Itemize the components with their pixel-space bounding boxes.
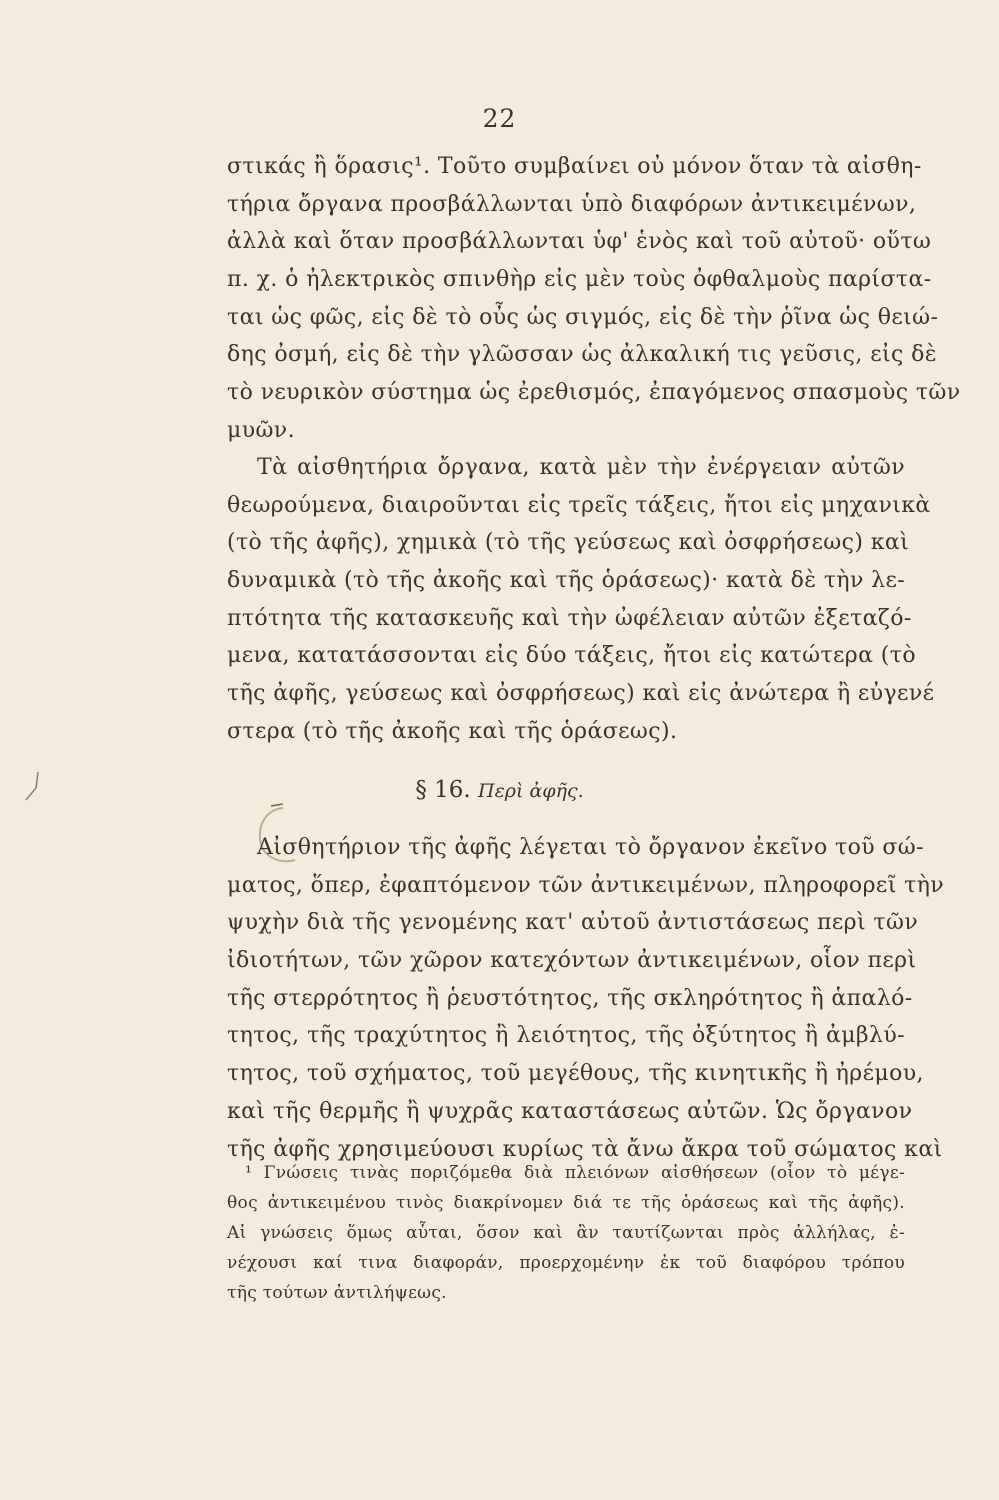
text-line: στερα (τὸ τῆς ἀκοῆς καὶ τῆς ὁράσεως). [227,718,678,744]
text-line: τῆς ἀφῆς, γεύσεως καὶ ὀσφρήσεως) καὶ εἰς ἀνώτερα ἢ εὐγενέ [227,681,935,707]
text-line: ἀλλὰ καὶ ὅταν προσβάλλωνται ὑφ' ἑνὸς καὶ τοῦ αὐτοῦ· οὕτω [227,229,932,255]
text-line: Τὰ αἰσθητήρια ὄργανα, κατὰ μὲν τὴν ἐνέργειαν αὐτῶν [257,455,905,480]
text-line: πτότητα τῆς κατασκευῆς καὶ τὴν ὠφέλειαν αὐτῶν ἐξεταζό- [227,605,912,631]
text-line: τῆς ἀφῆς χρησιμεύουσι κυρίως τὰ ἄνω ἄκρα τοῦ σώματος καὶ [227,1136,943,1162]
text-line: δης ὀσμή, εἰς δὲ τὴν γλῶσσαν ὡς ἀλκαλική τις γεῦσις, εἰς δὲ [227,342,937,368]
margin-mark [20,770,50,810]
text-line: μενα, κατατάσσονται εἰς δύο τάξεις, ἤτοι εἰς κατώτερα (τὸ [227,643,916,669]
footnote-line: τῆς τούτων ἀντιλήψεως. [227,1283,447,1303]
footnote-line: νέχουσι καί τινα διαφοράν, προερχομένην ἐκ τοῦ διαφόρου τρόπου [227,1253,905,1273]
text-line: ψυχὴν διὰ τῆς γενομένης κατ' αὐτοῦ ἀντιστάσεως περὶ τῶν [227,910,919,936]
footnote-line: Αἱ γνώσεις ὅμως αὗται, ὅσον καὶ ἂν ταυτίζωνται πρὸς ἀλλήλας, ἐ- [227,1223,905,1243]
paragraph-2 [227,449,935,751]
footnote [227,1158,905,1308]
section-number: § 16. [415,777,471,803]
text-line: π. χ. ὁ ἠλεκτρικὸς σπινθὴρ εἰς μὲν τοὺς ὀφθαλμοὺς παρίστα- [227,267,932,293]
text-line: τὸ νευρικὸν σύστημα ὡς ἐρεθισμός, ἐπαγόμενος σπασμοὺς τῶν [227,380,961,406]
section-title: Περὶ ἀφῆς. [478,780,584,802]
section-heading [0,772,999,808]
paragraph-3 [227,829,945,1168]
text-line: (τὸ τῆς ἀφῆς), χημικὰ (τὸ τῆς γεύσεως καὶ ὀσφρήσεως) καὶ [227,530,910,556]
text-line: ἰδιοτήτων, τῶν χῶρον κατεχόντων ἀντικειμένων, οἷον περὶ [227,948,917,974]
page-number: 22 [482,104,517,133]
text-line: ματος, ὅπερ, ἐφαπτόμενον τῶν ἀντικειμένων, πληροφορεῖ τὴν [227,872,945,898]
text-line: τήρια ὄργανα προσβάλλωνται ὑπὸ διαφόρων ἀντικειμένων, [227,191,917,217]
text-line: στικάς ἢ ὅρασις¹. Τοῦτο συμβαίνει οὐ μόνον ὅταν τὰ αἰσθη- [227,154,922,179]
text-line: τῆς στερρότητος ἢ ῥευστότητος, τῆς σκληρότητος ἢ ἁπαλό- [227,985,913,1011]
text-line: ται ὡς φῶς, εἰς δὲ τὸ οὖς ὡς σιγμός, εἰς δὲ τὴν ῥῖνα ὡς θειώ- [227,304,939,330]
footnote-line: ¹ Γνώσεις τινὰς ποριζόμεθα διὰ πλειόνων αἰσθήσεων (οἷον τὸ μέγε- [245,1163,905,1183]
footnote-line: θος ἀντικειμένου τινὸς διακρίνομεν διά τε τῆς ὁράσεως καὶ τῆς ἀφῆς). [227,1193,905,1213]
text-line: Αἰσθητήριον τῆς ἀφῆς λέγεται τὸ ὄργανον ἐκεῖνο τοῦ σώ- [257,835,924,860]
text-line: θεωρούμενα, διαιροῦνται εἰς τρεῖς τάξεις, ἤτοι εἰς μηχανικὰ [227,492,931,518]
text-line: καὶ τῆς θερμῆς ἢ ψυχρᾶς καταστάσεως αὐτῶν. Ὡς ὄργανον [227,1098,913,1124]
text-line: δυναμικὰ (τὸ τῆς ἀκοῆς καὶ τῆς ὁράσεως)· κατὰ δὲ τὴν λε- [227,568,906,594]
paragraph-1 [227,148,961,450]
text-line: μυῶν. [227,417,295,443]
text-line: τητος, τῆς τραχύτητος ἢ λειότητος, τῆς ὀξύτητος ἢ ἀμβλύ- [227,1023,905,1049]
text-line: τητος, τοῦ σχήματος, τοῦ μεγέθους, τῆς κινητικῆς ἢ ἠρέμου, [227,1061,924,1087]
